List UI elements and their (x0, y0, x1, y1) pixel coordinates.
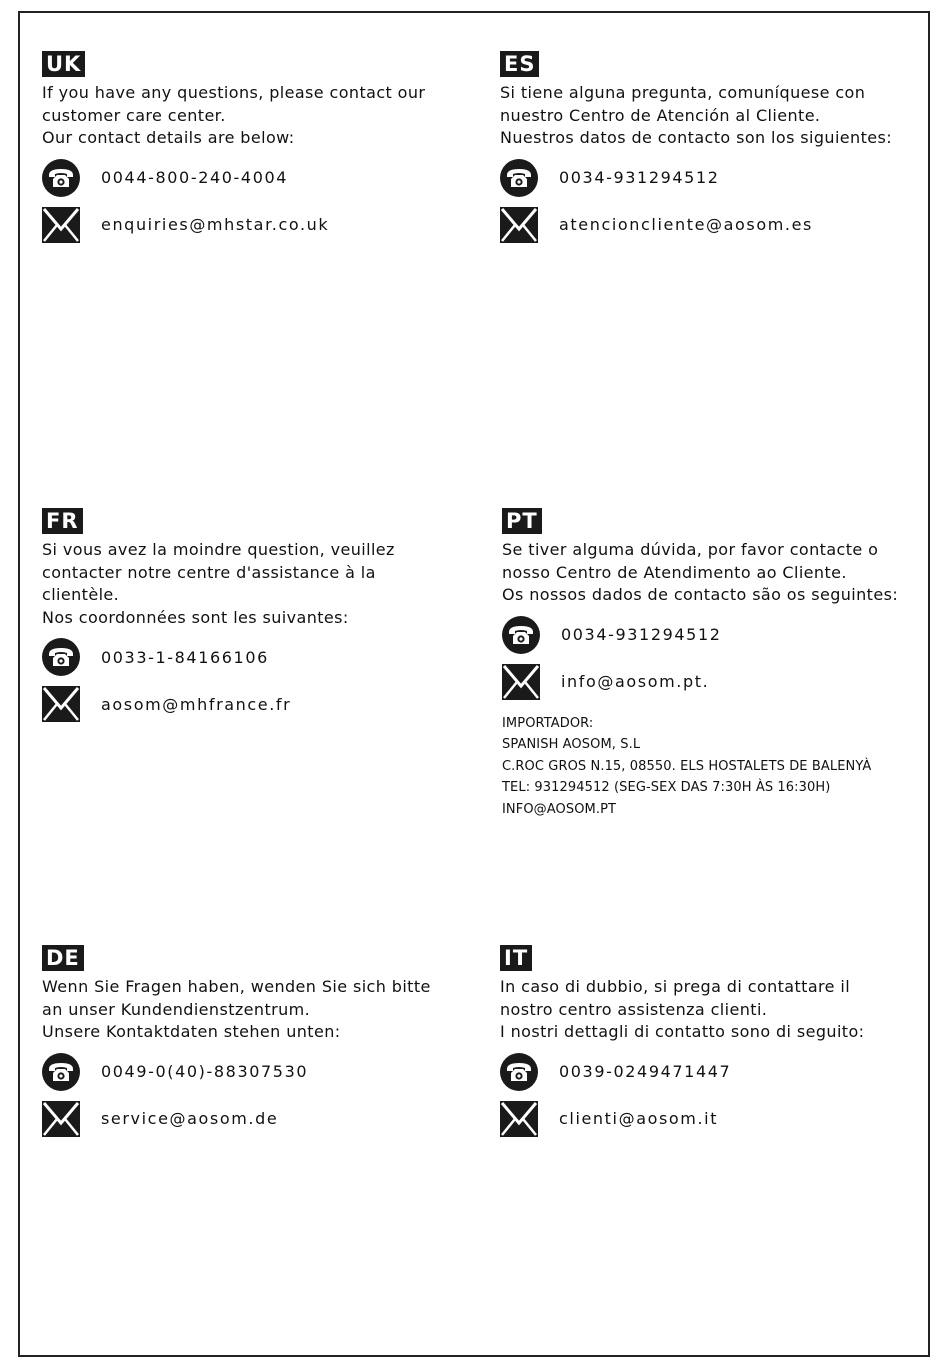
section-es (500, 51, 940, 244)
telephone-icon (42, 638, 82, 676)
phone-number[interactable]: 0034-931294512 (559, 168, 720, 187)
intro-line: nuestro Centro de Atención al Cliente. (500, 105, 821, 125)
email-address[interactable]: info@aosom.pt. (561, 672, 710, 691)
intro-line: nostro centro assistenza clienti. (500, 999, 768, 1019)
language-badge: IT (500, 945, 532, 971)
intro-line: an unser Kundendienstzentrum. (42, 999, 311, 1019)
intro-line: Our contact details are below: (42, 128, 295, 147)
phone-row (42, 638, 482, 676)
telephone-icon (42, 159, 82, 197)
intro-line: In caso di dubbio, si prega di contattare il (500, 977, 851, 996)
intro-line: Nos coordonnées sont les suivantes: (42, 607, 349, 627)
intro-line: customer care center. (42, 105, 226, 125)
intro-text (500, 82, 940, 150)
email-address[interactable]: atencioncliente@aosom.es (559, 215, 813, 234)
email-row (500, 206, 940, 244)
envelope-icon (42, 206, 82, 244)
intro-line: clientèle. (42, 585, 120, 604)
email-address[interactable]: service@aosom.de (101, 1109, 279, 1128)
intro-line: Se tiver alguma dúvida, por favor contacte o (502, 540, 879, 559)
language-badge: DE (42, 945, 84, 971)
phone-row (500, 1053, 940, 1091)
intro-line: I nostri dettagli di contatto sono di seguito: (500, 1022, 865, 1041)
phone-row (500, 159, 940, 197)
email-row (42, 206, 482, 244)
telephone-icon (500, 159, 540, 197)
section-de (42, 945, 482, 1138)
section-pt (502, 508, 942, 820)
intro-text (42, 539, 482, 629)
phone-number[interactable]: 0049-0(40)-88307530 (101, 1062, 309, 1081)
phone-number[interactable]: 0044-800-240-4004 (101, 168, 289, 187)
intro-line: nosso Centro de Atendimento ao Cliente. (502, 562, 847, 582)
intro-line: Wenn Sie Fragen haben, wenden Sie sich bitte (42, 977, 431, 996)
telephone-icon (502, 616, 542, 654)
phone-number[interactable]: 0039-0249471447 (559, 1062, 732, 1081)
language-badge: FR (42, 508, 83, 534)
intro-line: contacter notre centre d'assistance à la (42, 562, 376, 582)
importer-line: C.ROC GROS N.15, 08550. ELS HOSTALETS DE BALENYÀ (502, 758, 872, 774)
telephone-icon (500, 1053, 540, 1091)
intro-line: Nuestros datos de contacto son los siguientes: (500, 128, 893, 147)
importer-line: IMPORTADOR: (502, 715, 594, 731)
email-row (502, 663, 942, 701)
phone-row (502, 616, 942, 654)
importer-info (502, 713, 942, 821)
intro-text (42, 976, 482, 1044)
intro-text (500, 976, 940, 1044)
importer-line: INFO@AOSOM.PT (502, 801, 617, 817)
importer-line: TEL: 931294512 (SEG-SEX DAS 7:30H ÀS 16:30H) (502, 780, 831, 795)
phone-number[interactable]: 0034-931294512 (561, 625, 722, 644)
email-address[interactable]: enquiries@mhstar.co.uk (101, 215, 330, 234)
envelope-icon (500, 1100, 540, 1138)
language-badge: ES (500, 51, 539, 77)
intro-line: Si vous avez la moindre question, veuillez (42, 540, 395, 559)
importer-line: SPANISH AOSOM, S.L (502, 737, 641, 752)
section-it (500, 945, 940, 1138)
envelope-icon (502, 663, 542, 701)
intro-text (502, 539, 942, 607)
intro-line: Si tiene alguna pregunta, comuníquese con (500, 83, 866, 102)
phone-row (42, 159, 482, 197)
phone-row (42, 1053, 482, 1091)
language-badge: UK (42, 51, 85, 77)
intro-line: Os nossos dados de contacto são os seguintes: (502, 585, 899, 604)
telephone-icon (42, 1053, 82, 1091)
email-address[interactable]: aosom@mhfrance.fr (101, 694, 292, 714)
email-row (42, 685, 482, 723)
intro-text (42, 82, 482, 150)
phone-number[interactable]: 0033-1-84166106 (101, 647, 269, 667)
intro-line: If you have any questions, please contact our (42, 83, 426, 102)
envelope-icon (42, 685, 82, 723)
envelope-icon (500, 206, 540, 244)
email-row (500, 1100, 940, 1138)
email-row (42, 1100, 482, 1138)
email-address[interactable]: clienti@aosom.it (559, 1109, 719, 1128)
language-badge: PT (502, 508, 542, 534)
section-fr (42, 508, 482, 723)
envelope-icon (42, 1100, 82, 1138)
section-uk (42, 51, 482, 244)
intro-line: Unsere Kontaktdaten stehen unten: (42, 1022, 341, 1041)
